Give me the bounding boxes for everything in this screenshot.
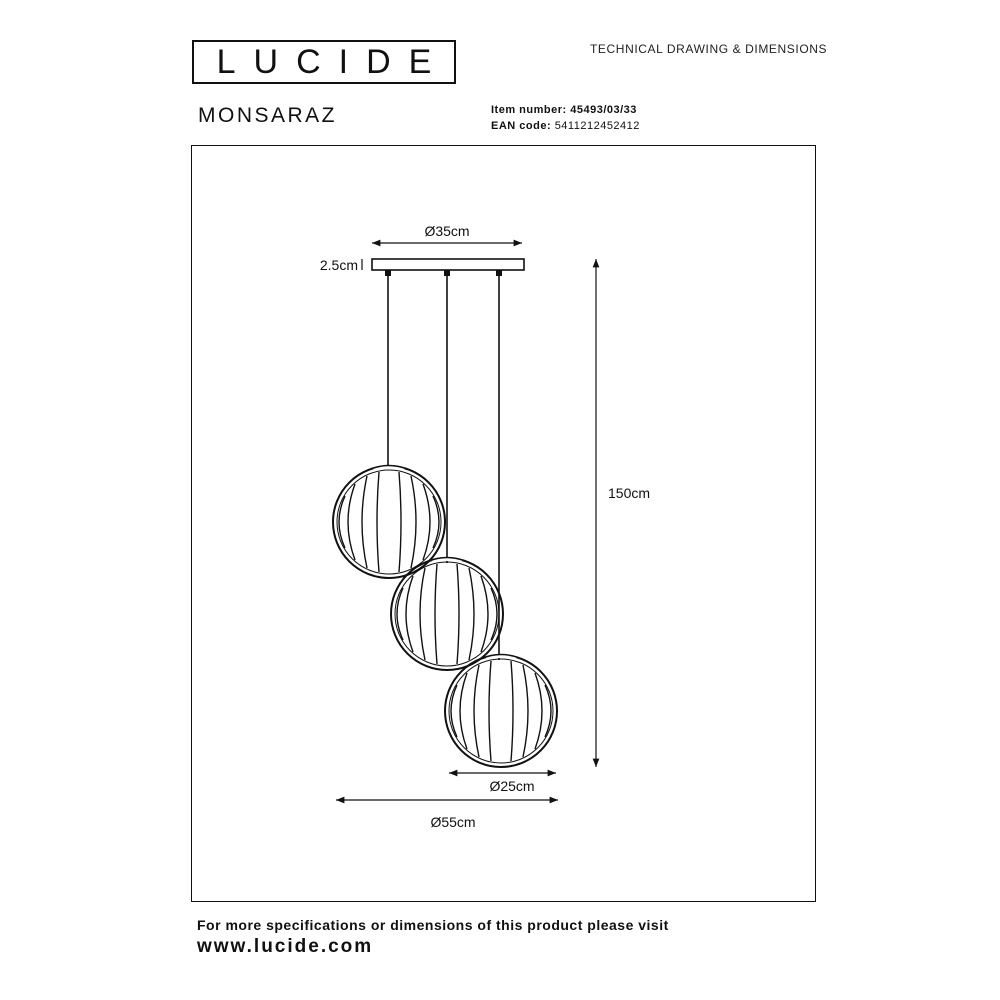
- document-type-label: TECHNICAL DRAWING & DIMENSIONS: [590, 42, 828, 56]
- cable-grip: [496, 270, 502, 276]
- cable-grip: [444, 270, 450, 276]
- footer-note: For more specifications or dimensions of this product please visit: [197, 917, 669, 933]
- canopy-plate: [372, 259, 524, 270]
- ean-code-value: 5411212452412: [554, 120, 640, 132]
- dimension-canopy-height: 2.5cm: [319, 257, 358, 273]
- item-number-label: Item number:: [491, 104, 567, 116]
- globe-shade: [391, 558, 503, 671]
- brand-logo-text: LUCIDE: [216, 42, 450, 81]
- globe-shade: [445, 655, 557, 768]
- dimension-globe-diameter: Ø25cm: [489, 778, 535, 794]
- cable-grip: [385, 270, 391, 276]
- item-number-value: 45493/03/33: [570, 104, 637, 116]
- dimension-canopy-diameter: Ø35cm: [424, 223, 470, 239]
- product-name: MONSARAZ: [198, 104, 338, 127]
- ean-code-label: EAN code:: [491, 120, 552, 132]
- dimension-total-diameter: Ø55cm: [430, 814, 476, 830]
- footer-website-link[interactable]: www.lucide.com: [197, 936, 374, 957]
- dimension-total-height: 150cm: [608, 485, 651, 501]
